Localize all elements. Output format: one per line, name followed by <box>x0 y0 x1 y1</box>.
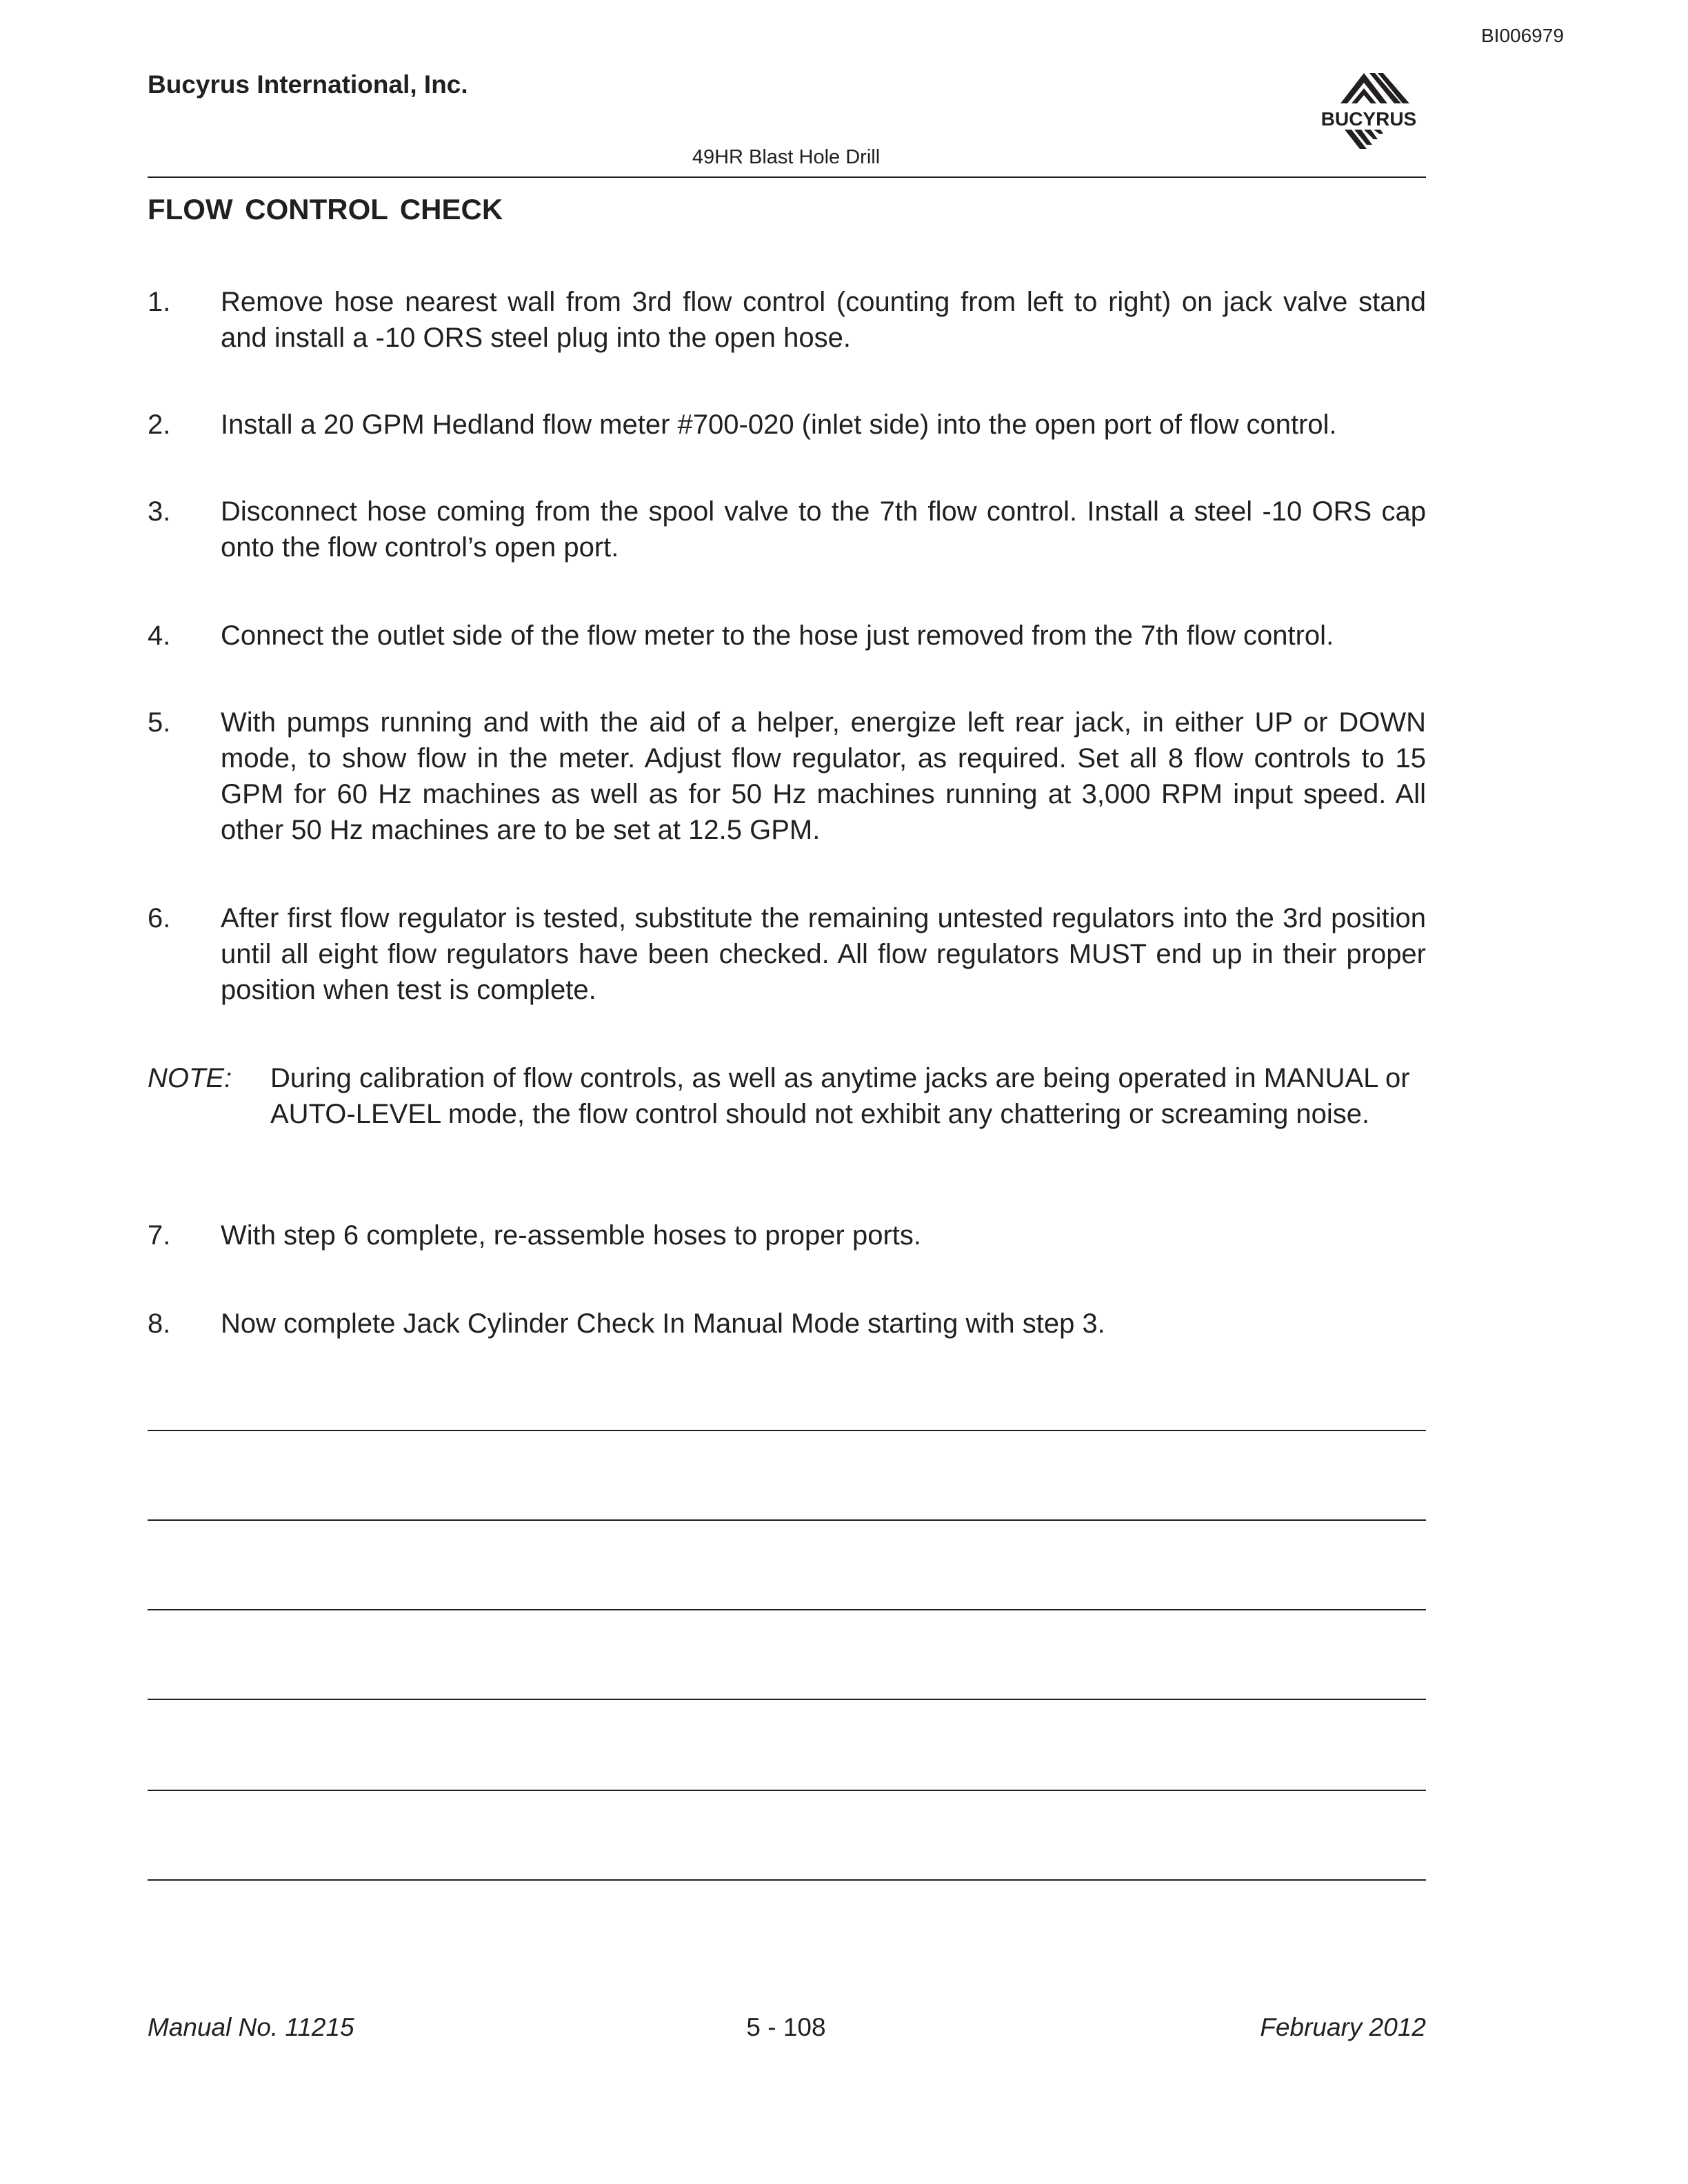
step-text: With step 6 complete, re-assemble hoses to proper ports. <box>221 1220 922 1251</box>
step-text: Connect the outlet side of the flow meter to the hose just removed from the 7th flow control. <box>221 620 1334 651</box>
step-1 <box>148 284 1426 356</box>
step-text: Disconnect hose coming from the spool valve to the 7th flow control. Install a steel -10 ORS cap onto the flow control’s open port. <box>221 496 1426 563</box>
step-7 <box>148 1217 1426 1253</box>
step-number: 6. <box>148 903 171 933</box>
step-number: 4. <box>148 620 171 651</box>
step-number: 3. <box>148 496 171 527</box>
page-number: 5 - 108 <box>746 2013 826 2041</box>
step-text: Install a 20 GPM Hedland flow meter #700-020 (inlet side) into the open port of flow control. <box>221 410 1337 440</box>
logo-wordmark: BUCYRUS <box>1320 108 1417 130</box>
notes-line <box>148 1430 1426 1431</box>
notes-line <box>148 1609 1426 1610</box>
manual-number: Manual No. 11215 <box>148 2013 354 2041</box>
step-number: 1. <box>148 287 171 317</box>
company-name: Bucyrus International, Inc. <box>148 70 468 99</box>
step-3 <box>148 494 1426 565</box>
notes-line <box>148 1699 1426 1700</box>
bucyrus-logo <box>1303 68 1434 150</box>
notes-line <box>148 1519 1426 1521</box>
step-number: 2. <box>148 410 171 440</box>
step-text: Remove hose nearest wall from 3rd flow control (counting from left to right) on jack valve stand and install a -10 ORS steel plug into the open hose. <box>221 287 1426 353</box>
header-rule <box>148 176 1426 178</box>
document-id: BI006979 <box>1481 25 1564 46</box>
step-number: 7. <box>148 1220 171 1251</box>
publication-date: February 2012 <box>1260 2013 1426 2041</box>
notes-line <box>148 1879 1426 1881</box>
step-text: Now complete Jack Cylinder Check In Manual Mode starting with step 3. <box>221 1308 1105 1339</box>
step-6 <box>148 900 1426 1008</box>
step-2 <box>148 407 1426 443</box>
note-label: NOTE: <box>148 1063 232 1093</box>
step-8 <box>148 1306 1426 1342</box>
product-name: 49HR Blast Hole Drill <box>692 146 881 168</box>
bucyrus-logo-icon <box>1303 68 1434 150</box>
step-number: 5. <box>148 707 171 738</box>
step-number: 8. <box>148 1308 171 1339</box>
step-text: With pumps running and with the aid of a helper, energize left rear jack, in either UP or DOWN mode, to show flow in the meter. Adjust flow regulator, as required. Set all 8 flow controls to 15 GPM for 60 Hz machines as well as for 50 Hz machines running at 3,000 RPM input speed. All other 50 Hz machines are to be set at 12.5 GPM. <box>221 707 1426 845</box>
note <box>148 1060 1426 1132</box>
step-5 <box>148 705 1426 848</box>
notes-line <box>148 1790 1426 1791</box>
step-4 <box>148 618 1426 654</box>
section-title: FLOW CONTROL CHECK <box>148 193 503 225</box>
note-text: During calibration of flow controls, as well as anytime jacks are being operated in MANUAL or AUTO-LEVEL mode, the flow control should not exhibit any chattering or screaming noise. <box>270 1063 1410 1129</box>
step-text: After first flow regulator is tested, substitute the remaining untested regulators into the 3rd position until all eight flow regulators have been checked. All flow regulators MUST end up in their proper position when test is complete. <box>221 903 1426 1005</box>
